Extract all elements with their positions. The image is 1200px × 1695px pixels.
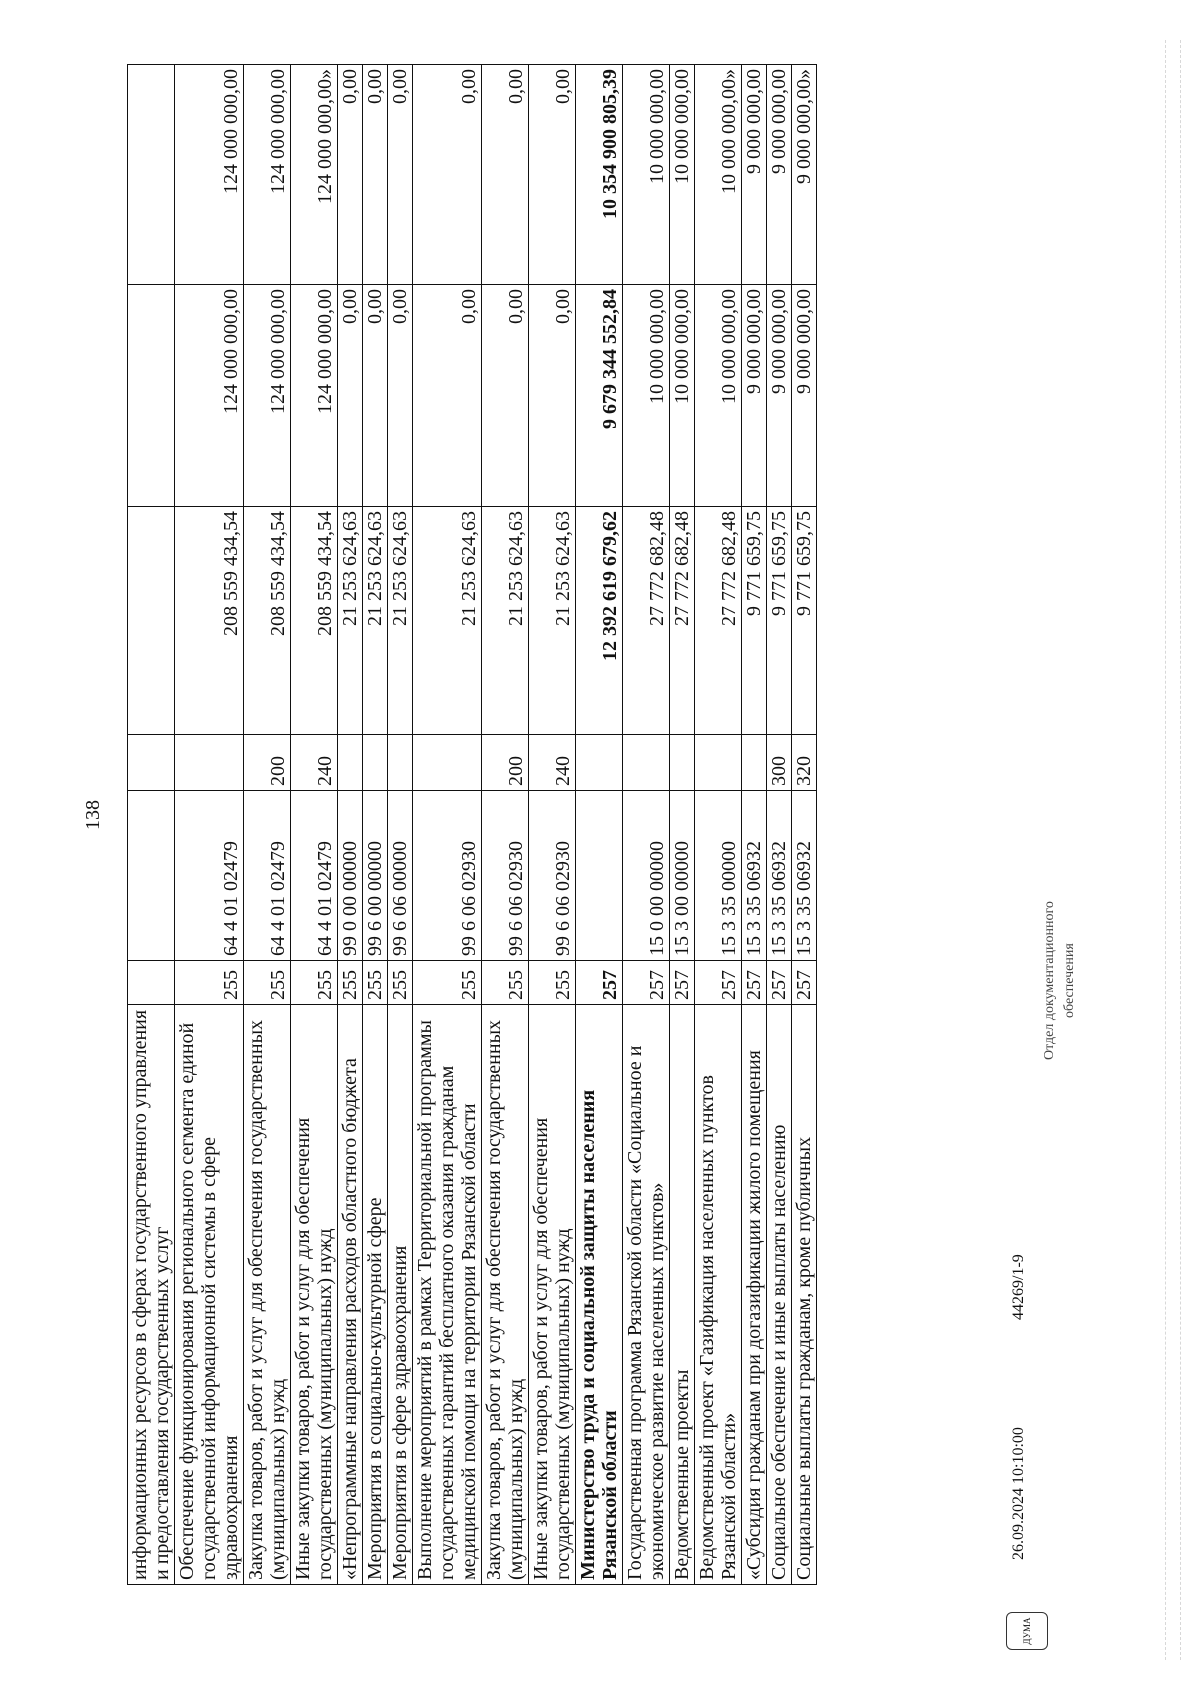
cell-name: Выполнение мероприятий в рамках Территориальной программы государственных гарантий бесплатного оказания гражданам медицинской помощи на территории Рязанской области [413,1005,482,1585]
cell-kvr [128,735,175,791]
cell-name: Закупка товаров, работ и услуг для обеспечения государственных (муниципальных) нужд [244,1005,291,1585]
cell-kcsr: 99 6 06 02930 [482,791,529,961]
cell-s2: 0,00 [338,285,363,507]
cell-name: Социальное обеспечение и иные выплаты населению [767,1005,792,1585]
duma-logo [1006,1612,1048,1650]
cell-name: Ведомственный проект «Газификация населенных пунктов Рязанской области» [695,1005,742,1585]
cell-code: 255 [363,961,388,1005]
cell-s3: 0,00 [363,65,388,285]
table-row [413,65,482,1585]
cell-name: Закупка товаров, работ и услуг для обеспечения государственных (муниципальных) нужд [482,1005,529,1585]
cell-name: Государственная программа Рязанской области «Социальное и экономическое развитие населенных пунктов» [623,1005,670,1585]
cell-name: Мероприятия в социально-культурной сфере [363,1005,388,1585]
cell-s1: 208 559 434,54 [244,507,291,735]
footer-doc-id: 44269/1-9 [1010,1254,1027,1320]
cell-s1: 208 559 434,54 [291,507,338,735]
cell-kvr [742,735,767,791]
cell-s3: 124 000 000,00 [244,65,291,285]
budget-table-container [127,65,897,1585]
table-row [792,65,817,1585]
cell-code: 255 [175,961,244,1005]
cell-s2: 10 000 000,00 [695,285,742,507]
cell-kcsr: 99 6 06 02930 [529,791,576,961]
table-row [670,65,695,1585]
cell-kcsr: 99 6 06 00000 [388,791,413,961]
cell-code: 257 [576,961,623,1005]
cell-name: Ведомственные проекты [670,1005,695,1585]
cell-s3: 9 000 000,00 [767,65,792,285]
table-row [128,65,175,1585]
cell-s2 [128,285,175,507]
cell-kvr [338,735,363,791]
table-row [175,65,244,1585]
cell-code [128,961,175,1005]
cell-code: 257 [670,961,695,1005]
cell-code: 257 [623,961,670,1005]
cell-code: 255 [529,961,576,1005]
cell-s3: 0,00 [388,65,413,285]
cell-s1: 12 392 619 679,62 [576,507,623,735]
cell-kcsr: 64 4 01 02479 [291,791,338,961]
cell-name: Министерство труда и социальной защиты населения Рязанской области [576,1005,623,1585]
scan-artifact [1165,40,1166,1660]
cell-name: Иные закупки товаров, работ и услуг для обеспечения государственных (муниципальных) нужд [529,1005,576,1585]
cell-kvr [576,735,623,791]
cell-kvr [670,735,695,791]
cell-s3: 124 000 000,00 [175,65,244,285]
footer-date: 26.09.2024 10:10:00 [1010,1427,1027,1560]
table-row [576,65,623,1585]
cell-s3: 10 000 000,00» [695,65,742,285]
cell-s2: 10 000 000,00 [670,285,695,507]
cell-s1: 9 771 659,75 [792,507,817,735]
cell-kvr [623,735,670,791]
cell-s3: 9 000 000,00» [792,65,817,285]
cell-s1: 21 253 624,63 [363,507,388,735]
cell-s1: 9 771 659,75 [742,507,767,735]
table-row [244,65,291,1585]
cell-s2: 124 000 000,00 [175,285,244,507]
department-stamp [1040,901,1080,1060]
cell-name: «Непрограммные направления расходов областного бюджета [338,1005,363,1585]
cell-s1: 21 253 624,63 [529,507,576,735]
cell-s3: 0,00 [529,65,576,285]
cell-kcsr [576,791,623,961]
cell-s2: 0,00 [413,285,482,507]
cell-kcsr: 64 4 01 02479 [175,791,244,961]
cell-s2: 9 000 000,00 [792,285,817,507]
cell-s2: 9 000 000,00 [767,285,792,507]
cell-s3: 9 000 000,00 [742,65,767,285]
logo-text: ДУМА [1022,1617,1032,1645]
table-body [128,65,817,1585]
cell-code: 255 [291,961,338,1005]
cell-code: 255 [244,961,291,1005]
cell-s1: 9 771 659,75 [767,507,792,735]
cell-kcsr [128,791,175,961]
cell-kvr: 240 [529,735,576,791]
cell-s1: 21 253 624,63 [388,507,413,735]
cell-s3: 0,00 [338,65,363,285]
cell-s2: 9 000 000,00 [742,285,767,507]
cell-kcsr: 15 0 00 00000 [623,791,670,961]
cell-s3: 10 000 000,00 [623,65,670,285]
cell-name: Мероприятия в сфере здравоохранения [388,1005,413,1585]
cell-s3: 0,00 [413,65,482,285]
cell-kvr: 240 [291,735,338,791]
cell-s2: 0,00 [529,285,576,507]
cell-name: Обеспечение функционирования регионального сегмента единой государственной информационной системы в сфере здравоохранения [175,1005,244,1585]
table-row [695,65,742,1585]
cell-kvr [175,735,244,791]
cell-code: 257 [792,961,817,1005]
stamp-line-1: Отдел документационного [1042,901,1057,1060]
cell-code: 255 [338,961,363,1005]
cell-name: Иные закупки товаров, работ и услуг для обеспечения государственных (муниципальных) нужд [291,1005,338,1585]
table-row [767,65,792,1585]
cell-s2: 0,00 [482,285,529,507]
budget-table [127,64,817,1585]
scan-artifact [1180,40,1181,1660]
cell-kcsr: 99 6 00 00000 [363,791,388,961]
cell-s3: 124 000 000,00» [291,65,338,285]
cell-s1: 27 772 682,48 [695,507,742,735]
cell-kcsr: 99 6 06 02930 [413,791,482,961]
cell-s2: 0,00 [363,285,388,507]
cell-name: информационных ресурсов в сферах государственного управления и предоставления государственных услуг [128,1005,175,1585]
table-row [338,65,363,1585]
cell-s1: 21 253 624,63 [413,507,482,735]
table-row [482,65,529,1585]
cell-s3: 0,00 [482,65,529,285]
cell-kcsr: 15 3 35 06932 [767,791,792,961]
cell-name: Социальные выплаты гражданам, кроме публичных [792,1005,817,1585]
cell-code: 257 [695,961,742,1005]
cell-s3 [128,65,175,285]
table-row [742,65,767,1585]
stamp-line-2: обеспечения [1062,943,1077,1018]
page-number: 138 [82,800,104,830]
cell-s2: 9 679 344 552,84 [576,285,623,507]
table-row [623,65,670,1585]
cell-code: 257 [742,961,767,1005]
cell-code: 255 [413,961,482,1005]
cell-s2: 10 000 000,00 [623,285,670,507]
cell-s2: 124 000 000,00 [291,285,338,507]
cell-kcsr: 15 3 35 06932 [742,791,767,961]
cell-kvr: 320 [792,735,817,791]
cell-s3: 10 354 900 805,39 [576,65,623,285]
cell-name: «Субсидия гражданам при догазификации жилого помещения [742,1005,767,1585]
cell-s2: 124 000 000,00 [244,285,291,507]
cell-kvr [363,735,388,791]
cell-kvr: 200 [482,735,529,791]
cell-s1 [128,507,175,735]
cell-s2: 0,00 [388,285,413,507]
cell-kcsr: 99 0 00 00000 [338,791,363,961]
cell-s1: 208 559 434,54 [175,507,244,735]
cell-code: 255 [482,961,529,1005]
cell-code: 255 [388,961,413,1005]
cell-kvr [695,735,742,791]
cell-s1: 21 253 624,63 [482,507,529,735]
cell-kvr [388,735,413,791]
cell-code: 257 [767,961,792,1005]
cell-kvr [413,735,482,791]
cell-kcsr: 64 4 01 02479 [244,791,291,961]
cell-s1: 27 772 682,48 [623,507,670,735]
cell-kcsr: 15 3 35 00000 [695,791,742,961]
cell-s3: 10 000 000,00 [670,65,695,285]
cell-s1: 21 253 624,63 [338,507,363,735]
table-row [529,65,576,1585]
table-row [363,65,388,1585]
cell-kcsr: 15 3 35 06932 [792,791,817,961]
cell-s1: 27 772 682,48 [670,507,695,735]
table-row [388,65,413,1585]
cell-kvr: 300 [767,735,792,791]
cell-kcsr: 15 3 00 00000 [670,791,695,961]
cell-kvr: 200 [244,735,291,791]
table-row [291,65,338,1585]
